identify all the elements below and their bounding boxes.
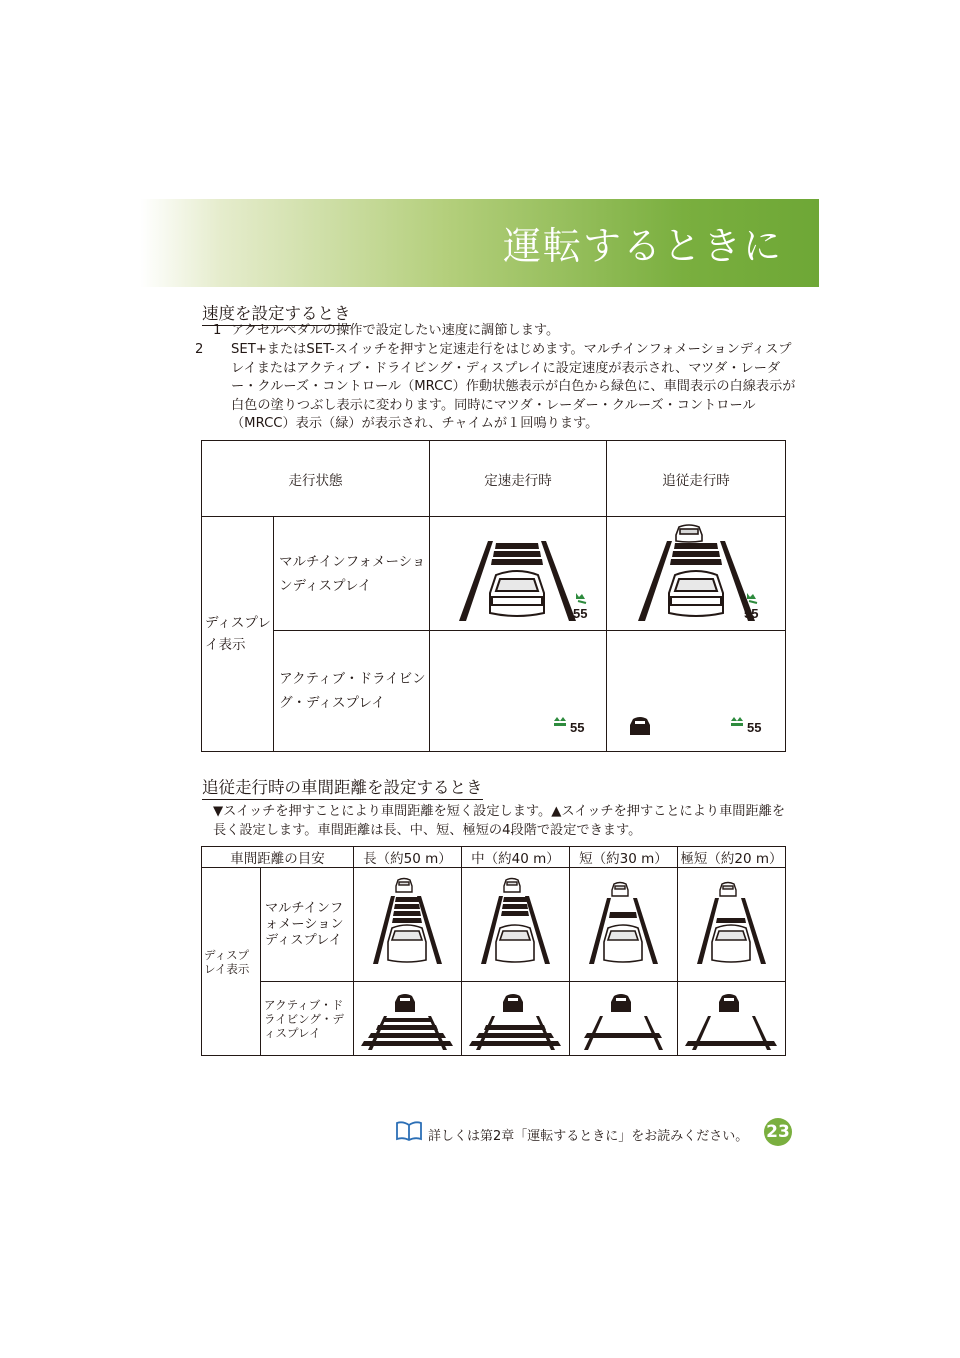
add-long-illustration (354, 982, 461, 1055)
add-extra-short-illustration (678, 982, 785, 1055)
distance-table (201, 846, 786, 1056)
step-1 (213, 322, 783, 341)
set-speed-value: 55 (743, 606, 759, 621)
car-icon (490, 571, 544, 616)
col-header-constant-speed: 定速走行時 (429, 441, 606, 517)
mid-medium-cell (461, 868, 569, 982)
radar-icon (731, 717, 743, 726)
radar-icon (576, 593, 586, 603)
chapter-title: 運転するときに (502, 224, 783, 268)
set-speed-value: 55 (572, 606, 588, 621)
mid-long-illustration (354, 868, 461, 981)
row-group-display: ディスプレイ表示 (202, 517, 274, 752)
distance-description: ▼スイッチを押すことにより車間距離を短く設定します。▲スイッチを押すことにより車間距離を長く設定します。車間距離は長、中、短、極短の4段階で設定できます。 (213, 804, 786, 838)
mid-constant-cell (429, 517, 606, 631)
add-short-cell (569, 982, 677, 1056)
row-label-add: アクティブ・ドライビング・ディスプレイ (274, 631, 430, 752)
car-icon (669, 571, 723, 616)
step-2 (195, 341, 801, 434)
lead-car-icon (503, 994, 523, 1012)
footer-text: 詳しくは第2章「運転するときに」をお読みください。 (428, 1129, 749, 1144)
row-label-add: アクティブ・ドライビング・ディスプレイ (260, 982, 353, 1056)
col-header-short: 短（約30 m） (569, 847, 677, 868)
car-icon (496, 925, 534, 962)
lead-car-icon (396, 879, 412, 893)
add-constant-illustration (430, 631, 606, 751)
col-header-follow: 追従走行時 (606, 441, 785, 517)
step-text: アクセルペダルの操作で設定したい速度に調節します。 (231, 323, 560, 338)
mid-constant-illustration (430, 517, 606, 630)
step-number: 1 (213, 323, 222, 338)
col-header-guide: 車間距離の目安 (202, 847, 354, 868)
mid-extra-short-cell (677, 868, 785, 982)
mid-medium-illustration (462, 868, 569, 981)
col-header-extra-short: 極短（約20 m） (677, 847, 785, 868)
mid-long-cell (353, 868, 461, 982)
car-icon (712, 925, 750, 962)
step-number: 2 (195, 342, 204, 357)
lead-car-icon (395, 994, 415, 1012)
distance-bars (501, 897, 529, 916)
lead-car-icon (719, 994, 739, 1012)
lead-car-icon (630, 717, 650, 735)
col-header-medium: 中（約40 m） (461, 847, 569, 868)
add-medium-illustration (462, 982, 569, 1055)
distance-bars (392, 897, 422, 923)
add-extra-short-cell (677, 982, 785, 1056)
step-text: SET+またはSET-スイッチを押すと定速走行をはじめます。マルチインフォメーションディスプレイまたはアクティブ・ドライビング・ディスプレイに設定速度が表示され、マツダ・レーダー・クルーズ・コントロール（MRCC）作動状態表示が白色から緑色に、車間表示の白線表示が白色の塗りつぶし表示に変わります。同時にマツダ・レーダー・クルーズ・コントロール（MRCC）表示（緑）が表示され、チャイムが１回鳴ります。 (231, 342, 796, 431)
set-speed-value: 55 (746, 720, 762, 735)
distance-bars (609, 912, 637, 918)
add-long-cell (353, 982, 461, 1056)
lead-car-icon (504, 879, 520, 893)
add-short-illustration (570, 982, 677, 1055)
chapter-banner (140, 199, 819, 287)
lead-car-icon (612, 883, 628, 897)
mid-extra-short-illustration (678, 868, 785, 981)
car-icon (604, 925, 642, 962)
section-heading-distance: 追従走行時の車間距離を設定するとき (202, 774, 483, 800)
row-label-mid: マルチインフォメーションディスプレイ (260, 868, 353, 982)
radar-icon (554, 717, 566, 726)
add-constant-cell (429, 631, 606, 752)
distance-bars (670, 543, 722, 565)
set-speed-value: 55 (569, 720, 585, 735)
lead-car-icon (611, 994, 631, 1012)
car-icon (388, 925, 426, 962)
add-follow-illustration (607, 631, 785, 751)
mid-short-illustration (570, 868, 677, 981)
col-header-long: 長（約50 m） (353, 847, 461, 868)
mid-follow-illustration (607, 517, 785, 630)
radar-icon (747, 593, 757, 603)
page-number: 23 (764, 1118, 792, 1146)
distance-bars (491, 543, 543, 565)
mid-short-cell (569, 868, 677, 982)
lead-car-icon (720, 883, 736, 897)
distance-bars (716, 918, 746, 923)
book-icon (396, 1120, 422, 1142)
row-label-mid: マルチインフォメーションディスプレイ (274, 517, 430, 631)
add-medium-cell (461, 982, 569, 1056)
row-group-display: ディスプレイ表示 (202, 868, 261, 1056)
distance-bars (584, 1033, 662, 1038)
add-follow-cell (606, 631, 785, 752)
col-header-state: 走行状態 (202, 441, 430, 517)
footer-reference (396, 1118, 791, 1148)
mid-follow-cell (606, 517, 785, 631)
lead-car-icon (676, 525, 702, 542)
section-heading-set-speed: 速度を設定するとき (202, 300, 351, 326)
display-status-table (201, 440, 786, 752)
